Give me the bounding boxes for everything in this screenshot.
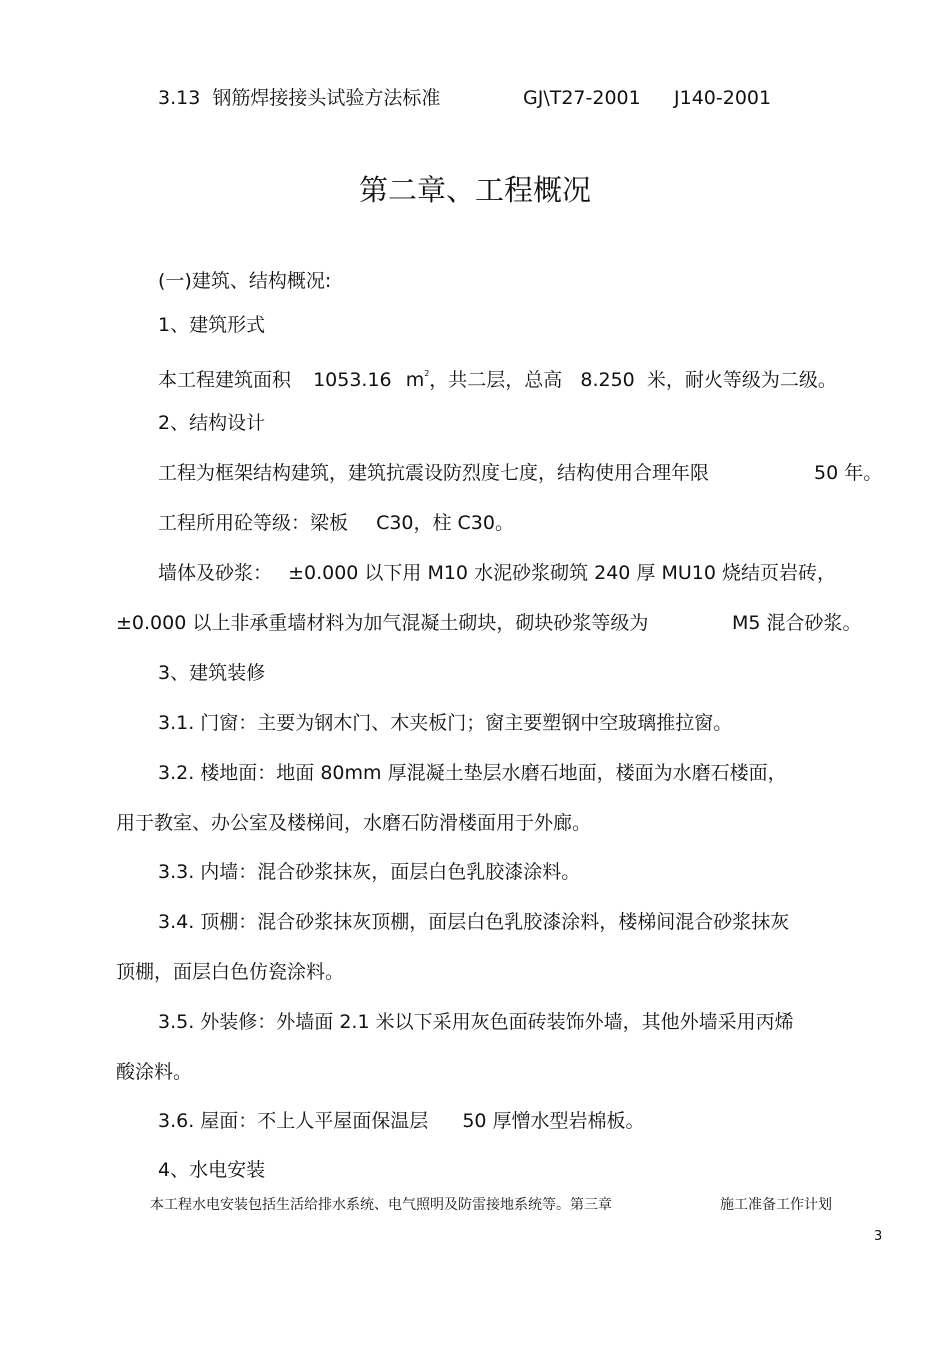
item-2-line-1: 工程为框架结构建筑，建筑抗震设防烈度七度，结构使用合理年限 50 年。: [158, 462, 883, 484]
item-3-5-line-1: 3.5. 外装修：外墙面 2.1 米以下采用灰色面砖装饰外墙，其他外墙采用丙烯: [158, 1011, 794, 1033]
item-2-line-2: 工程所用砼等级：梁板 C30，柱 C30。: [158, 512, 514, 534]
item-3-4-line-1: 3.4. 顶棚：混合砂浆抹灰顶棚，面层白色乳胶漆涂料，楼梯间混合砂浆抹灰: [158, 911, 790, 933]
page-number: 3: [874, 1229, 883, 1244]
item-3-1: 3.1. 门窗：主要为钢木门、木夹板门；窗主要塑钢中空玻璃推拉窗。: [158, 712, 733, 734]
item-3-heading: 3、建筑装修: [158, 662, 266, 684]
item-3-6: 3.6. 屋面：不上人平屋面保温层 50 厚憎水型岩棉板。: [158, 1110, 645, 1132]
standard-title: 钢筋焊接接头试验方法标准: [212, 87, 441, 109]
item-3-2-line-2: 用于教室、办公室及楼梯间，水磨石防滑楼面用于外廊。: [116, 812, 592, 834]
standard-code-gj: GJ\T27-2001: [523, 87, 641, 109]
item-3-2-line-1: 3.2. 楼地面：地面 80mm 厚混凝土垫层水磨石地面，楼面为水磨石楼面，: [158, 762, 787, 784]
footer-right-text: 施工准备工作计划: [720, 1197, 832, 1213]
chapter-title: 第二章、工程概况: [358, 173, 591, 207]
item-3-4-line-2: 顶棚，面层白色仿瓷涂料。: [116, 961, 345, 983]
section-heading: (一)建筑、结构概况:: [158, 270, 332, 292]
item-1-heading: 1、建筑形式: [158, 314, 266, 336]
item-2-line-3: 墙体及砂浆： ±0.000 以下用 M10 水泥砂浆砌筑 240 厚 MU10 烧结页岩砖，: [158, 562, 836, 584]
footer-left-text: 本工程水电安装包括生活给排水系统、电气照明及防雷接地系统等。第三章: [150, 1197, 612, 1213]
item-3-5-line-2: 酸涂料。: [116, 1061, 193, 1083]
item-4-heading: 4、水电安装: [158, 1159, 266, 1181]
item-1-text: 本工程建筑面积 1053.16 $m^2$，共二层，总高 8.250 米，耐火等级为二级。: [158, 369, 837, 391]
item-2-heading: 2、结构设计: [158, 412, 266, 434]
footer-note: [150, 1196, 832, 1214]
standard-reference-line: [158, 86, 772, 110]
standard-code-j: J140-2001: [674, 87, 772, 109]
standard-number: 3.13: [158, 87, 201, 109]
item-3-3: 3.3. 内墙：混合砂浆抹灰，面层白色乳胶漆涂料。: [158, 861, 581, 883]
item-2-line-4: ±0.000 以上非承重墙材料为加气混凝土砌块，砌块砂浆等级为 M5 混合砂浆。: [116, 612, 862, 634]
